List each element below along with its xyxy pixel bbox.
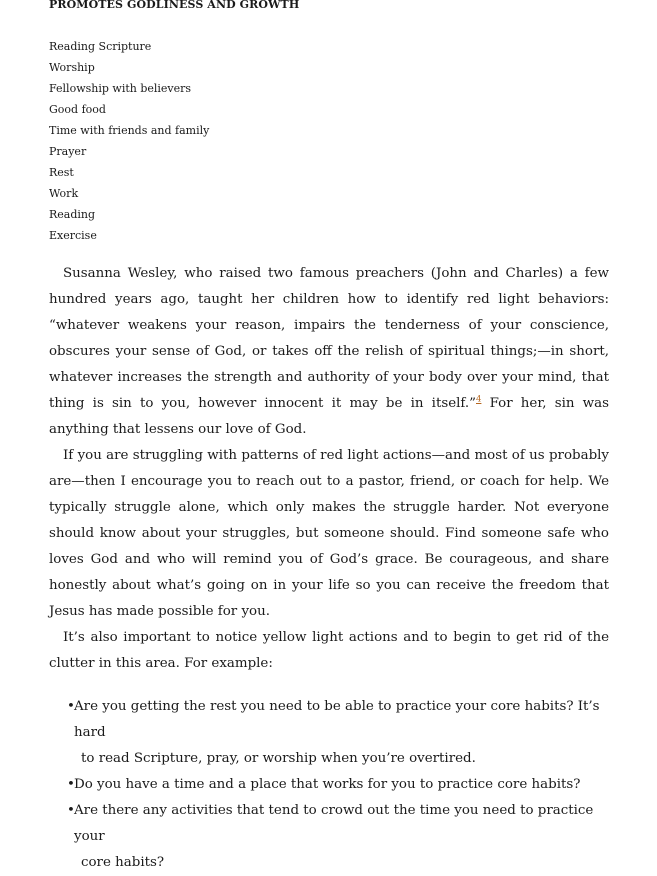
paragraph-yellow-light: It’s also important to notice yellow light actions and to begin to get rid of the clutter in this area. For example: <box>49 630 609 671</box>
bullet-text: Are you getting the rest you need to be able to practice your core habits? It’s hard <box>74 699 600 740</box>
list-item: Prayer <box>49 145 87 158</box>
paragraph-wesley <box>49 261 609 443</box>
example-bullets <box>67 694 609 876</box>
paragraph-struggling: If you are struggling with patterns of red light actions—and most of us probably are—then I encourage you to reach out to a pastor, friend, or coach for help. We typically struggle alone, which only makes the struggle harder. Not everyone should know about your struggles, but someone should. Find someone safe who loves God and who will remind you of God’s grace. Be courageous, and share honestly about what’s going on in your life so you can receive the freedom that Jesus has made possible for you. <box>49 448 609 619</box>
footnote-link[interactable]: 4 <box>476 394 482 405</box>
bullet-marker: • <box>67 777 75 792</box>
bullet-text: Are there any activities that tend to crowd out the time you need to practice your <box>74 803 594 844</box>
bullet-text-continued: to read Scripture, pray, or worship when you’re overtired. <box>81 751 476 766</box>
paragraph-wesley-text: Susanna Wesley, who raised two famous preachers (John and Charles) a few hundred years ago, taught her children how to identify red light behaviors: “whatever weakens your reason, impairs the tenderness of your conscience, obscures your sense of God, or takes off the relish of spiritual things;—in short, whatever increases the strength and authority of your body over your mind, that thing is sin to you, however innocent it may be in itself.” <box>49 266 609 411</box>
bullet-text: Do you have a time and a place that works for you to practice core habits? <box>74 777 581 792</box>
list-item: Exercise <box>49 229 97 242</box>
list-item: Reading Scripture <box>49 40 152 53</box>
bullet-item <box>67 772 609 798</box>
bullet-text-continued: core habits? <box>81 855 165 870</box>
habit-list <box>49 36 209 246</box>
paragraph-wesley-tail: For her, sin was anything that lessens our love of God. <box>49 396 609 437</box>
body-text <box>49 261 609 677</box>
list-item: Worship <box>49 61 95 74</box>
list-item: Fellowship with believers <box>49 82 192 95</box>
list-item: Reading <box>49 208 96 221</box>
list-item: Rest <box>49 166 74 179</box>
list-item: Work <box>49 187 79 200</box>
bullet-marker: • <box>67 803 75 818</box>
list-item: Good food <box>49 103 106 116</box>
bullet-item <box>67 694 609 772</box>
section-heading: PROMOTES GODLINESS AND GROWTH <box>49 0 300 11</box>
bullet-marker: • <box>67 699 75 714</box>
bullet-item <box>67 798 609 876</box>
list-item: Time with friends and family <box>49 124 210 137</box>
